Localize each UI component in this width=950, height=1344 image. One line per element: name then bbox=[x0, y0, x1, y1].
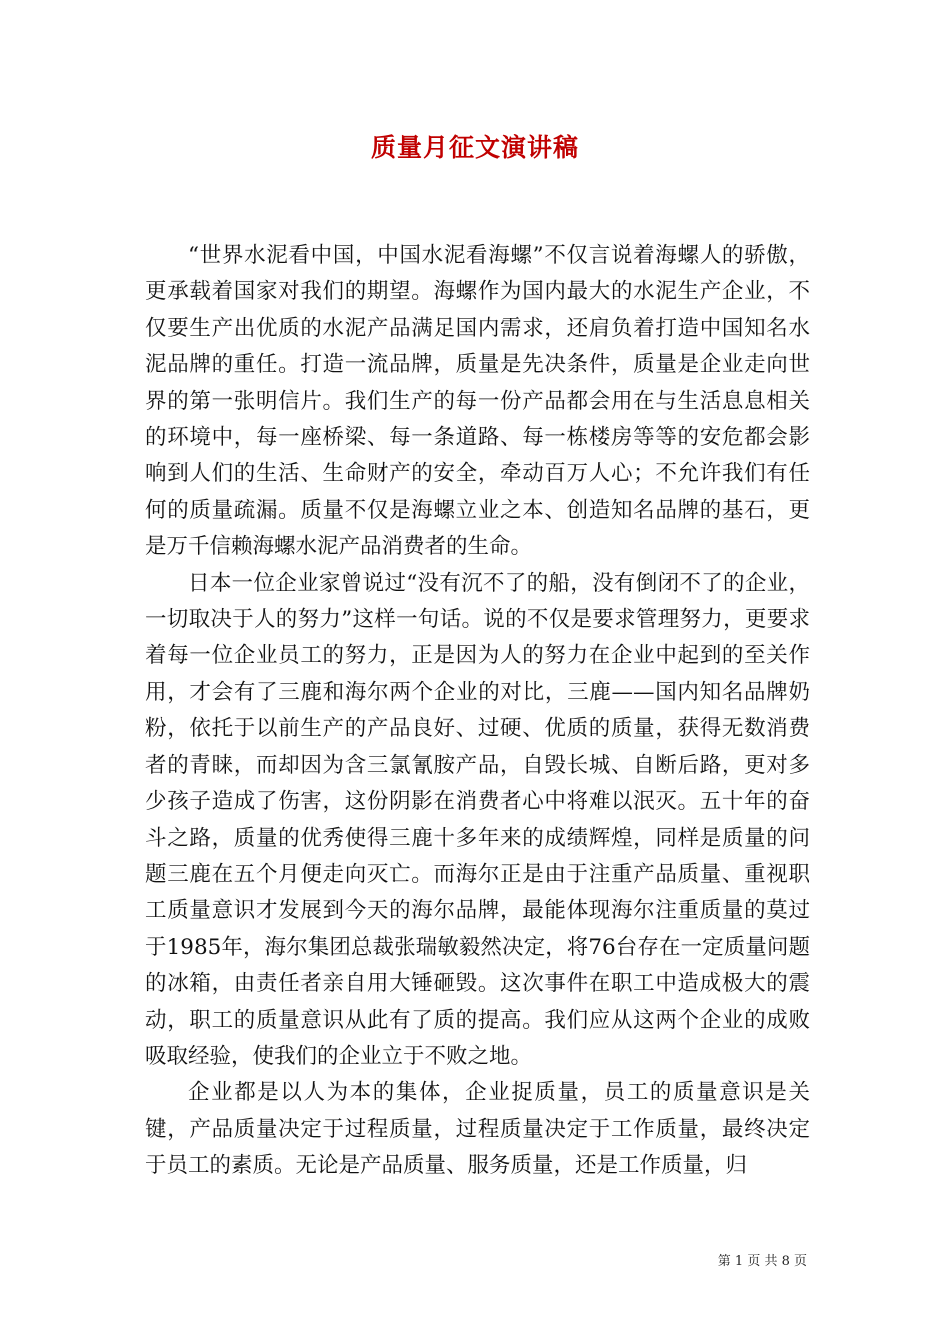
paragraph-3: 企业都是以人为本的集体，企业捉质量，员工的质量意识是关键，产品质量决定于过程质量，过程质量决定于工作质量，最终决定于员工的素质。无论是产品质量、服务质量，还是工作质量，归 bbox=[145, 1080, 810, 1179]
document-body bbox=[145, 238, 810, 1185]
paragraph-2: 日本一位企业家曾说过“没有沉不了的船，没有倒闭不了的企业，一切取决于人的努力”这样一句话。说的不仅是要求管理努力，更要求着每一位企业员工的努力，正是因为人的努力在企业中起到的至关作用，才会有了三鹿和海尔两个企业的对比，三鹿——国内知名品牌奶粉，依托于以前生产的产品良好、过硬、优质的质量，获得无数消费者的青睐，而却因为含三氯氰胺产品，自毁长城、自断后路，更对多少孩子造成了伤害，这份阴影在消费者心中将难以泯灭。五十年的奋斗之路，质量的优秀使得三鹿十多年来的成绩辉煌，同样是质量的问题三鹿在五个月便走向灭亡。而海尔正是由于注重产品质量、重视职工质量意识才发展到今天的海尔品牌，最能体现海尔注重质量的莫过于1985年，海尔集团总裁张瑞敏毅然决定，将76台存在一定质量问题的冰箱，由责任者亲自用大锤砸毁。这次事件在职工中造成极大的震动，职工的质量意识从此有了质的提高。我们应从这两个企业的成败吸取经验，使我们的企业立于不败之地。 bbox=[145, 570, 810, 1069]
paragraph-1: “世界水泥看中国，中国水泥看海螺”不仅言说着海螺人的骄傲，更承载着国家对我们的期望。海螺作为国内最大的水泥生产企业，不仅要生产出优质的水泥产品满足国内需求，还肩负着打造中国知名水泥品牌的重任。打造一流品牌，质量是先决条件，质量是企业走向世界的第一张明信片。我们生产的每一份产品都会用在与生活息息相关的环境中，每一座桥梁、每一条道路、每一栋楼房等等的安危都会影响到人们的生活、生命财产的安全，牵动百万人心；不允许我们有任何的质量疏漏。质量不仅是海螺立业之本、创造知名品牌的基石，更是万千信赖海螺水泥产品消费者的生命。 bbox=[145, 243, 810, 560]
document-title: 质量月征文演讲稿 bbox=[370, 133, 579, 162]
page-number-footer: 第 1 页 共 8 页 bbox=[717, 1254, 807, 1269]
